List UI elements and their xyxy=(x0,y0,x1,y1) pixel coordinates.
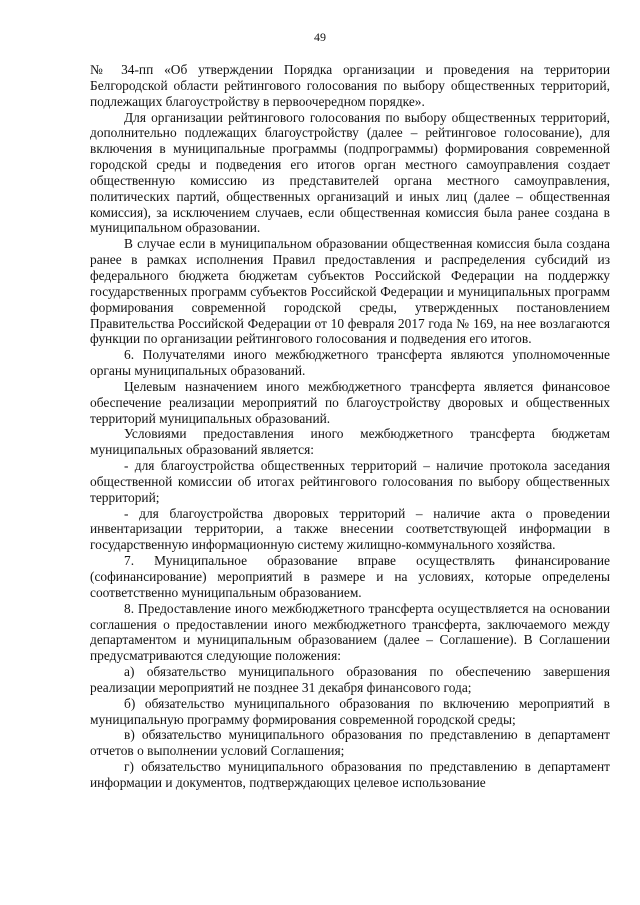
paragraph: - для благоустройства общественных территорий – наличие протокола заседания общественной комиссии об итогах рейтингового голосования по выбору общественных территорий; xyxy=(90,458,610,505)
paragraph: в) обязательство муниципального образования по представлению в департамент отчетов о выполнении условий Соглашения; xyxy=(90,727,610,759)
paragraph: Для организации рейтингового голосования по выбору общественных территорий, дополнительно подлежащих благоустройству (далее – рейтинговое голосование), для включения в муниципальные программы (подпрограммы) формирования современной городской среды и подведения его итогов орган местного самоуправления создает общественную комиссию из представителей органа местного самоуправления, политических партий, общественных организаций и иных лиц (далее – общественная комиссия), за исключением случаев, если общественная комиссия была ранее создана в муниципальном образовании. xyxy=(90,109,610,236)
paragraph: Условиями предоставления иного межбюджетного трансферта бюджетам муниципальных образований является: xyxy=(90,426,610,458)
paragraph: а) обязательство муниципального образования по обеспечению завершения реализации мероприятий не позднее 31 декабря финансового года; xyxy=(90,664,610,695)
paragraph: В случае если в муниципальном образовании общественная комиссия была создана ранее в рамках исполнения Правил предоставления и распределения субсидий из федерального бюджета бюджетам субъектов Российской Федерации на поддержку государственных программ субъектов Российской Федерации и муниципальных программ формирования современной городской среды, утвержденных постановлением Правительства Российской Федерации от 10 февраля 2017 года № 169, на нее возлагаются функции по организации рейтингового голосования и подведения его итогов. xyxy=(90,236,610,347)
body-text xyxy=(90,62,610,791)
paragraph: 8. Предоставление иного межбюджетного трансферта осуществляется на основании соглашения о предоставлении иного межбюджетного трансферта, заключаемого между департаментом и муниципальным образованием (далее – Соглашение). В Соглашении предусматриваются следующие положения: xyxy=(90,600,610,664)
paragraph: 7. Муниципальное образование вправе осуществлять финансирование (софинансирование) мероприятий в размере и на условиях, которые определены соответственно муниципальным образованием. xyxy=(90,553,610,600)
paragraph: б) обязательство муниципального образования по включению мероприятий в муниципальную программу формирования современной городской среды; xyxy=(90,695,610,727)
page-number: 49 xyxy=(314,30,326,44)
paragraph: г) обязательство муниципального образования по представлению в департамент информации и документов, подтверждающих целевое использование xyxy=(90,759,610,790)
paragraph: - для благоустройства дворовых территорий – наличие акта о проведении инвентаризации территории, а также внесении соответствующей информации в государственную информационную систему жилищно-коммунального хозяйства. xyxy=(90,505,610,553)
paragraph: 6. Получателями иного межбюджетного трансферта являются уполномоченные органы муниципальных образований. xyxy=(90,347,610,379)
paragraph: № 34-пп «Об утверждении Порядка организации и проведения на территории Белгородской области рейтингового голосования по выбору общественных территорий, подлежащих благоустройству в первоочередном порядке». xyxy=(90,62,610,109)
paragraph: Целевым назначением иного межбюджетного трансферта является финансовое обеспечение реализации мероприятий по благоустройству дворовых и общественных территорий муниципальных образований. xyxy=(90,378,610,426)
